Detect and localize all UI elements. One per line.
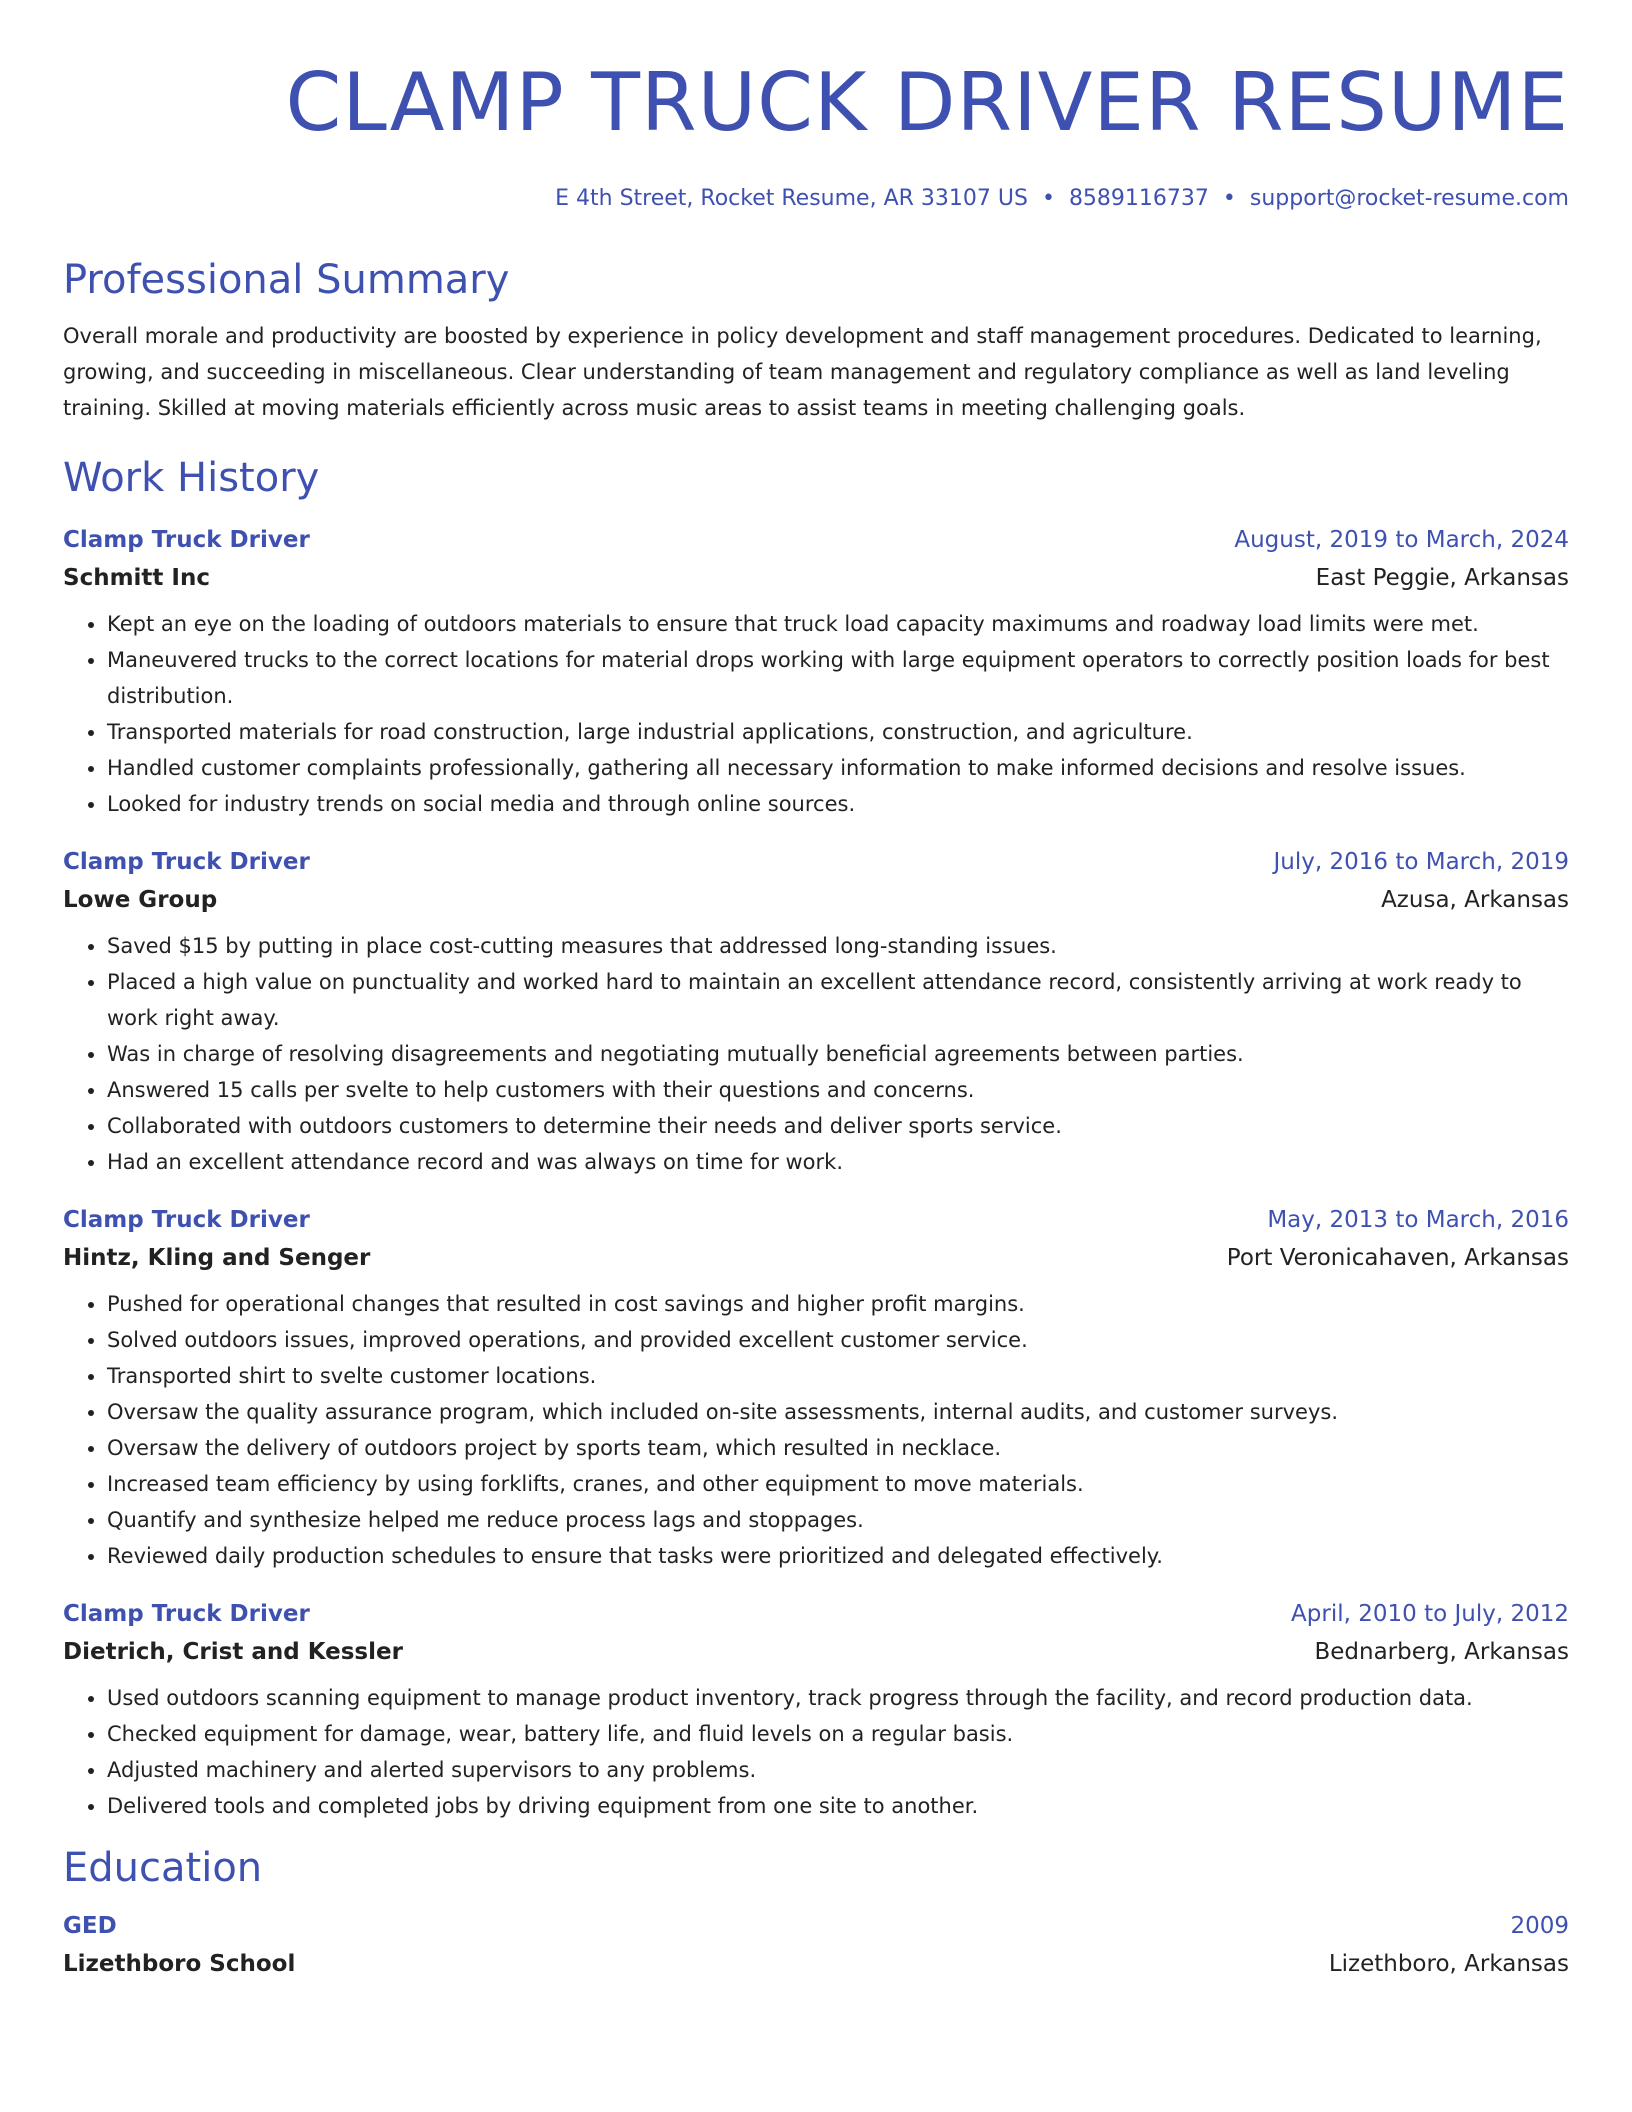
job-company: Hintz, Kling and Senger bbox=[63, 1245, 371, 1271]
job-company: Schmitt Inc bbox=[63, 565, 210, 591]
job-bullet: • Maneuvered trucks to the correct locations for material drops working with large equipment operators to correctly position loads for best distribution. bbox=[107, 642, 1569, 714]
education-school-row bbox=[63, 1942, 1569, 1980]
job-dates: April, 2010 to July, 2012 bbox=[1291, 1601, 1569, 1627]
job-bullet: • Had an excellent attendance record and was always on time for work. bbox=[107, 1144, 1569, 1180]
job-company-row bbox=[63, 556, 1569, 594]
email-link[interactable]: support@rocket-resume.com bbox=[1249, 186, 1569, 211]
job-bullet: • Quantify and synthesize helped me reduce process lags and stoppages. bbox=[107, 1502, 1569, 1538]
job-bullets bbox=[63, 1680, 1569, 1824]
job-bullet: • Reviewed daily production schedules to ensure that tasks were prioritized and delegated effectively. bbox=[107, 1538, 1569, 1574]
education-heading: Education bbox=[63, 1845, 263, 1891]
job-dates: August, 2019 to March, 2024 bbox=[1234, 527, 1569, 553]
job-entry bbox=[63, 846, 1569, 1180]
job-bullet: • Solved outdoors issues, improved operations, and provided excellent customer service. bbox=[107, 1322, 1569, 1358]
job-bullet: • Oversaw the quality assurance program, which included on-site assessments, internal audits, and customer surveys. bbox=[107, 1394, 1569, 1430]
separator-dot: • bbox=[1222, 186, 1236, 211]
job-bullet: • Handled customer complaints professionally, gathering all necessary information to make informed decisions and resolve issues. bbox=[107, 750, 1569, 786]
phone-text: 8589116737 bbox=[1068, 186, 1209, 211]
job-location: Azusa, Arkansas bbox=[1381, 887, 1569, 913]
job-title: Clamp Truck Driver bbox=[63, 1601, 310, 1627]
job-bullet: • Increased team efficiency by using forklifts, cranes, and other equipment to move materials. bbox=[107, 1466, 1569, 1502]
job-entry bbox=[63, 1598, 1569, 1824]
job-bullet: • Pushed for operational changes that resulted in cost savings and higher profit margins. bbox=[107, 1286, 1569, 1322]
education-degree: GED bbox=[63, 1913, 117, 1939]
job-header-row bbox=[63, 1598, 1569, 1630]
resume-title: CLAMP TRUCK DRIVER RESUME bbox=[285, 56, 1569, 149]
work-history-list bbox=[63, 524, 1569, 1824]
job-bullet: • Placed a high value on punctuality and worked hard to maintain an excellent attendance record, consistently arriving at work ready to work right away. bbox=[107, 964, 1569, 1036]
job-dates: May, 2013 to March, 2016 bbox=[1267, 1207, 1569, 1233]
job-bullet: • Delivered tools and completed jobs by driving equipment from one site to another. bbox=[107, 1788, 1569, 1824]
job-bullet: • Answered 15 calls per svelte to help customers with their questions and concerns. bbox=[107, 1072, 1569, 1108]
education-year: 2009 bbox=[1510, 1913, 1569, 1939]
job-bullets bbox=[63, 928, 1569, 1180]
job-company-row bbox=[63, 1236, 1569, 1274]
job-bullet: • Used outdoors scanning equipment to manage product inventory, track progress through the facility, and record production data. bbox=[107, 1680, 1569, 1716]
job-bullet: • Looked for industry trends on social media and through online sources. bbox=[107, 786, 1569, 822]
job-header-row bbox=[63, 846, 1569, 878]
job-bullet: • Transported materials for road construction, large industrial applications, construction, and agriculture. bbox=[107, 714, 1569, 750]
job-company-row bbox=[63, 1630, 1569, 1668]
job-bullet: • Saved $15 by putting in place cost-cutting measures that addressed long-standing issues. bbox=[107, 928, 1569, 964]
job-title: Clamp Truck Driver bbox=[63, 527, 310, 553]
education-school: Lizethboro School bbox=[63, 1951, 296, 1977]
job-bullet: • Adjusted machinery and alerted supervisors to any problems. bbox=[107, 1752, 1569, 1788]
summary-heading: Professional Summary bbox=[63, 257, 510, 303]
address-text: E 4th Street, Rocket Resume, AR 33107 US bbox=[555, 186, 1028, 211]
separator-dot: • bbox=[1041, 186, 1055, 211]
job-bullet: • Transported shirt to svelte customer locations. bbox=[107, 1358, 1569, 1394]
job-company-row bbox=[63, 878, 1569, 916]
job-bullets bbox=[63, 1286, 1569, 1574]
job-entry bbox=[63, 1204, 1569, 1574]
job-bullet: • Checked equipment for damage, wear, battery life, and fluid levels on a regular basis. bbox=[107, 1716, 1569, 1752]
job-location: Port Veronicahaven, Arkansas bbox=[1226, 1245, 1569, 1271]
education-location: Lizethboro, Arkansas bbox=[1328, 1951, 1569, 1977]
education-entry bbox=[63, 1910, 1569, 1980]
job-company: Dietrich, Crist and Kessler bbox=[63, 1639, 403, 1665]
work-history-heading: Work History bbox=[63, 455, 320, 501]
job-header-row bbox=[63, 524, 1569, 556]
job-title: Clamp Truck Driver bbox=[63, 1207, 310, 1233]
job-bullet: • Collaborated with outdoors customers to determine their needs and deliver sports service. bbox=[107, 1108, 1569, 1144]
job-entry bbox=[63, 524, 1569, 822]
job-bullet: • Oversaw the delivery of outdoors project by sports team, which resulted in necklace. bbox=[107, 1430, 1569, 1466]
education-list bbox=[63, 1910, 1569, 1980]
job-bullet: • Kept an eye on the loading of outdoors materials to ensure that truck load capacity maximums and roadway load limits were met. bbox=[107, 606, 1569, 642]
job-bullets bbox=[63, 606, 1569, 822]
job-title: Clamp Truck Driver bbox=[63, 849, 310, 875]
job-company: Lowe Group bbox=[63, 887, 218, 913]
job-location: Bednarberg, Arkansas bbox=[1314, 1639, 1569, 1665]
education-header-row bbox=[63, 1910, 1569, 1942]
job-location: East Peggie, Arkansas bbox=[1315, 565, 1569, 591]
job-dates: July, 2016 to March, 2019 bbox=[1273, 849, 1569, 875]
contact-line bbox=[63, 184, 1569, 214]
job-bullet: • Was in charge of resolving disagreements and negotiating mutually beneficial agreements between parties. bbox=[107, 1036, 1569, 1072]
summary-text: Overall morale and productivity are boosted by experience in policy development and staff management procedures. Dedicated to learning, growing, and succeeding in miscellaneous. Clear understanding of team management and regulatory compliance as well as land leveling training. Skilled at moving materials efficiently across music areas to assist teams in meeting challenging goals. bbox=[63, 324, 1542, 420]
job-header-row bbox=[63, 1204, 1569, 1236]
